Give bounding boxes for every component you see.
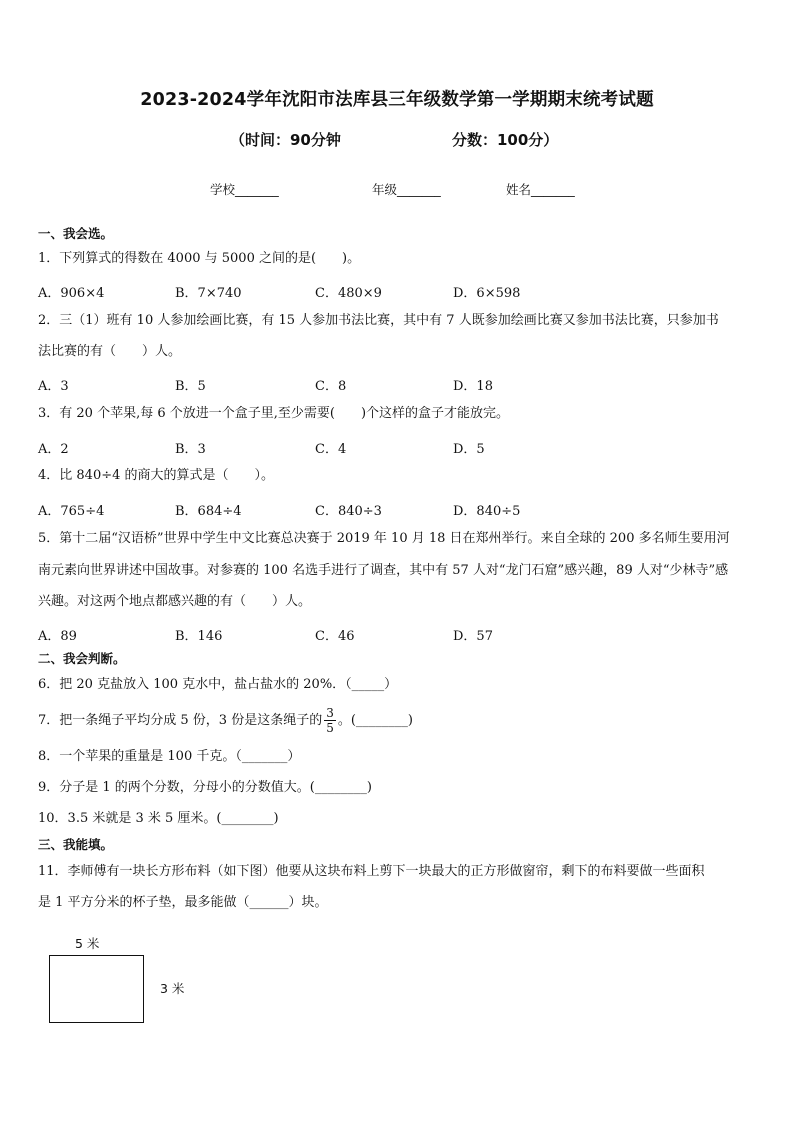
option-c[interactable]: C．4 <box>315 442 347 457</box>
fraction-denominator: 5 <box>326 721 334 735</box>
page-title: 2023-2024学年沈阳市法库县三年级数学第一学期期末统考试题 <box>140 90 654 110</box>
option-b[interactable]: B．684÷4 <box>175 504 242 519</box>
fraction <box>324 706 336 735</box>
question-10: 10．3.5 米就是 3 米 5 厘米。(________) <box>38 811 279 826</box>
option-d[interactable]: D．6×598 <box>453 286 521 301</box>
question-5-line-2: 南元素向世界讲述中国故事。对参赛的 100 名选手进行了调查，其中有 57 人对“龙门石窟”感兴趣，89 人对“少林寺”感 <box>38 563 729 578</box>
option-c[interactable]: C．480×9 <box>315 286 382 301</box>
option-d[interactable]: D．18 <box>453 379 493 394</box>
question-11-line-2: 是 1 平方分米的杯子垫，最多能做（______）块。 <box>38 895 328 910</box>
option-b[interactable]: B．3 <box>175 442 206 457</box>
name-field[interactable]: 姓名_______ <box>506 182 575 197</box>
option-a[interactable]: A．3 <box>38 379 69 394</box>
rectangle-figure <box>49 955 144 1023</box>
option-d[interactable]: D．5 <box>453 442 485 457</box>
option-b[interactable]: B．7×740 <box>175 286 242 301</box>
question-7 <box>38 704 413 738</box>
question-7-blank: 。(________) <box>337 713 414 728</box>
question-7-text: 7．把一条绳子平均分成 5 份，3 份是这条绳子的 <box>38 713 323 728</box>
option-c[interactable]: C．840÷3 <box>315 504 382 519</box>
option-d[interactable]: D．840÷5 <box>453 504 521 519</box>
section-heading-fill: 三、我能填。 <box>38 837 114 852</box>
question-2-line-2: 法比赛的有（ ）人。 <box>38 344 182 359</box>
option-a[interactable]: A．906×4 <box>38 286 105 301</box>
grade-field[interactable]: 年级_______ <box>372 182 441 197</box>
school-field[interactable]: 学校_______ <box>210 182 279 197</box>
option-a[interactable]: A．2 <box>38 442 69 457</box>
section-heading-choice: 一、我会选。 <box>38 226 114 241</box>
option-c[interactable]: C．8 <box>315 379 347 394</box>
option-c[interactable]: C．46 <box>315 629 355 644</box>
option-d[interactable]: D．57 <box>453 629 493 644</box>
question-6: 6．把 20 克盐放入 100 克水中，盐占盐水的 20%．（_____） <box>38 677 398 692</box>
question-8: 8．一个苹果的重量是 100 千克。（_______） <box>38 749 301 764</box>
option-b[interactable]: B．146 <box>175 629 223 644</box>
rectangle-width-label: 5 米 <box>75 936 100 951</box>
option-b[interactable]: B．5 <box>175 379 206 394</box>
fraction-numerator: 3 <box>326 706 334 720</box>
exam-score: 分数：100分） <box>452 131 559 149</box>
question-11-line-1: 11．李师傅有一块长方形布料（如下图）他要从这块布料上剪下一块最大的正方形做窗帘，剩下的布料要做一些面积 <box>38 864 705 879</box>
question-5-line-3: 兴趣。对这两个地点都感兴趣的有（ ）人。 <box>38 594 312 609</box>
exam-time: （时间：90分钟 <box>230 131 341 149</box>
question-1: 1．下列算式的得数在 4000 与 5000 之间的是( )。 <box>38 251 361 266</box>
question-4: 4．比 840÷4 的商大的算式是（ ）。 <box>38 468 275 483</box>
section-heading-judge: 二、我会判断。 <box>38 651 126 666</box>
rectangle-height-label: 3 米 <box>160 981 185 996</box>
question-9: 9．分子是 1 的两个分数，分母小的分数值大。(________) <box>38 780 372 795</box>
question-2-line-1: 2．三（1）班有 10 人参加绘画比赛，有 15 人参加书法比赛，其中有 7 人既参加绘画比赛又参加书法比赛，只参加书 <box>38 313 719 328</box>
question-3: 3．有 20 个苹果,每 6 个放进一个盒子里,至少需要( )个这样的盒子才能放完。 <box>38 406 510 421</box>
option-a[interactable]: A．765÷4 <box>38 504 105 519</box>
option-a[interactable]: A．89 <box>38 629 77 644</box>
question-5-line-1: 5．第十二届“汉语桥”世界中学生中文比赛总决赛于 2019 年 10 月 18 日在郑州举行。来自全球的 200 多名师生要用河 <box>38 531 730 546</box>
